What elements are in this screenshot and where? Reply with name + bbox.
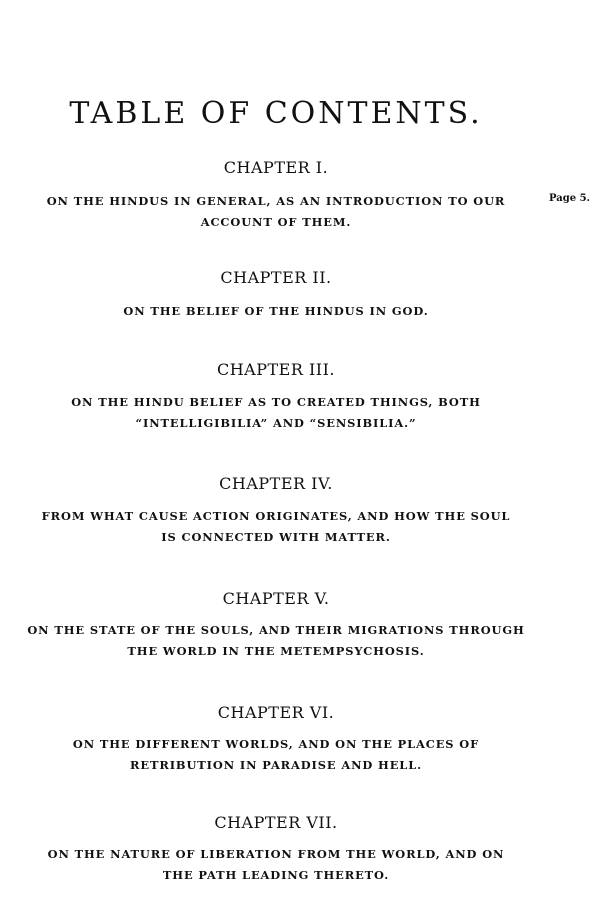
chapter-description	[0, 191, 552, 233]
chapter-description-line: THE WORLD IN THE METEMPSYCHOSIS.	[127, 644, 425, 658]
page-title: TABLE OF CONTENTS.	[69, 96, 483, 132]
chapter-description-line: ON THE HINDU BELIEF AS TO CREATED THINGS, BOTH	[71, 395, 481, 409]
chapter-description-line: “INTELLIGIBILIA” AND “SENSIBILIA.”	[135, 416, 417, 430]
chapter-description	[0, 844, 552, 886]
chapter-description-line: THE PATH LEADING THERETO.	[162, 868, 390, 882]
chapter-description-line: ON THE BELIEF OF THE HINDUS IN GOD.	[123, 304, 429, 318]
chapter-heading: CHAPTER II.	[220, 268, 332, 287]
chapter-description-line: ON THE DIFFERENT WORLDS, AND ON THE PLACES OF	[72, 737, 480, 751]
chapter-description	[0, 392, 552, 434]
chapter-heading: CHAPTER VI.	[217, 703, 335, 722]
chapter-description	[0, 301, 552, 322]
chapter-heading: CHAPTER III.	[216, 360, 336, 379]
chapter-description-line: IS CONNECTED WITH MATTER.	[161, 530, 391, 544]
chapter-description-line: ON THE HINDUS IN GENERAL, AS AN INTRODUCTION TO OUR	[46, 194, 506, 208]
chapter-description	[0, 734, 552, 776]
page-reference: Page 5.	[549, 193, 591, 204]
chapter-description-line: ON THE STATE OF THE SOULS, AND THEIR MIGRATIONS THROUGH	[27, 623, 525, 637]
chapter-description-line: ACCOUNT OF THEM.	[200, 215, 352, 229]
chapter-description	[0, 506, 552, 548]
chapter-heading: CHAPTER IV.	[219, 474, 333, 493]
chapter-heading: CHAPTER V.	[222, 589, 330, 608]
chapter-heading: CHAPTER I.	[223, 158, 329, 177]
chapter-heading: CHAPTER VII.	[214, 813, 338, 832]
chapter-description-line: FROM WHAT CAUSE ACTION ORIGINATES, AND HOW THE SOUL	[41, 509, 511, 523]
chapter-description-line: RETRIBUTION IN PARADISE AND HELL.	[130, 758, 422, 772]
chapter-description	[0, 620, 552, 662]
chapter-description-line: ON THE NATURE OF LIBERATION FROM THE WORLD, AND ON	[47, 847, 505, 861]
